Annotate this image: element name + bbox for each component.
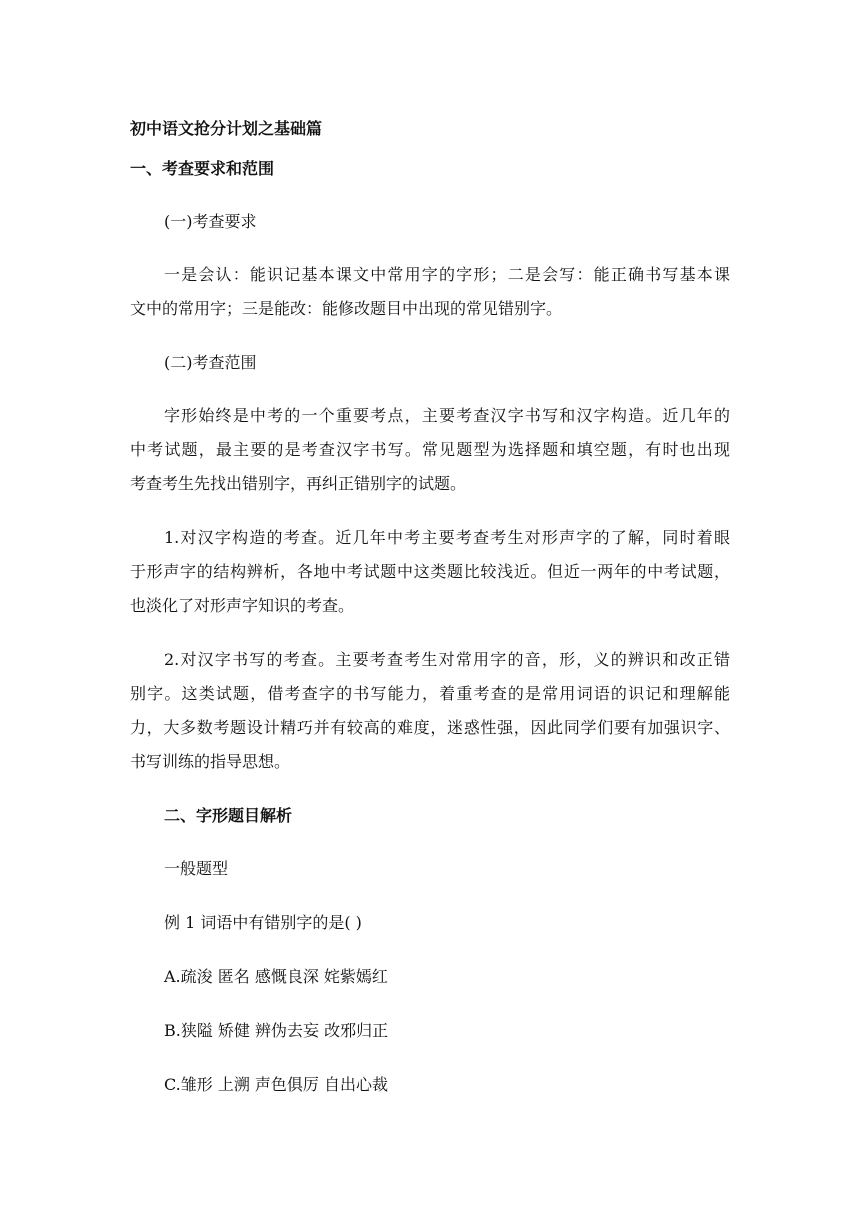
paragraph-structure-line-3: 也淡化了对形声字知识的考查。 — [130, 596, 355, 615]
subheading-scope: (二)考查范围 — [164, 353, 257, 372]
paragraph-writing-line-4: 书写训练的指导思想。 — [130, 752, 291, 771]
paragraph-scope-line-2: 中考试题，最主要的是考查汉字书写。常见题型为选择题和填空题，有时也出现 — [130, 440, 730, 459]
subheading-general-type: 一般题型 — [164, 859, 229, 878]
example-question: 例 1 词语中有错别字的是( ) — [164, 913, 362, 932]
section-heading-analysis: 二、字形题目解析 — [164, 806, 293, 825]
paragraph-writing-line-2: 别字。这类试题，借考查字的书写能力，着重考查的是常用词语的识记和理解能 — [130, 684, 730, 703]
paragraph-scope-line-1: 字形始终是中考的一个重要考点，主要考查汉字书写和汉字构造。近几年的 — [164, 406, 730, 425]
option-c: C.雏形 上溯 声色俱厉 自出心裁 — [164, 1075, 389, 1094]
paragraph-requirements-line-2: 文中的常用字；三是能改：能修改题目中出现的常见错别字。 — [130, 299, 563, 318]
subheading-requirements: (一)考查要求 — [164, 212, 257, 231]
paragraph-scope-line-3: 考查考生先找出错别字，再纠正错别字的试题。 — [130, 474, 467, 493]
option-a: A.疏浚 匿名 感慨良深 姹紫嫣红 — [164, 967, 388, 986]
section-heading-requirements: 一、考查要求和范围 — [130, 159, 275, 178]
option-b: B.狭隘 矫健 辨伪去妄 改邪归正 — [164, 1021, 389, 1040]
paragraph-structure-line-1: 1.对汉字构造的考查。近几年中考主要考查考生对形声字的了解，同时着眼 — [164, 528, 730, 547]
paragraph-structure-line-2: 于形声字的结构辨析，各地中考试题中这类题比较浅近。但近一两年的中考试题， — [130, 562, 730, 581]
document-title: 初中语文抢分计划之基础篇 — [130, 119, 323, 138]
paragraph-writing-line-1: 2.对汉字书写的考查。主要考查考生对常用字的音，形，义的辨识和改正错 — [164, 650, 730, 669]
paragraph-requirements-line-1: 一是会认：能识记基本课文中常用字的字形；二是会写：能正确书写基本课 — [164, 265, 730, 284]
paragraph-writing-line-3: 力，大多数考题设计精巧并有较高的难度，迷惑性强，因此同学们要有加强识字、 — [130, 718, 730, 737]
